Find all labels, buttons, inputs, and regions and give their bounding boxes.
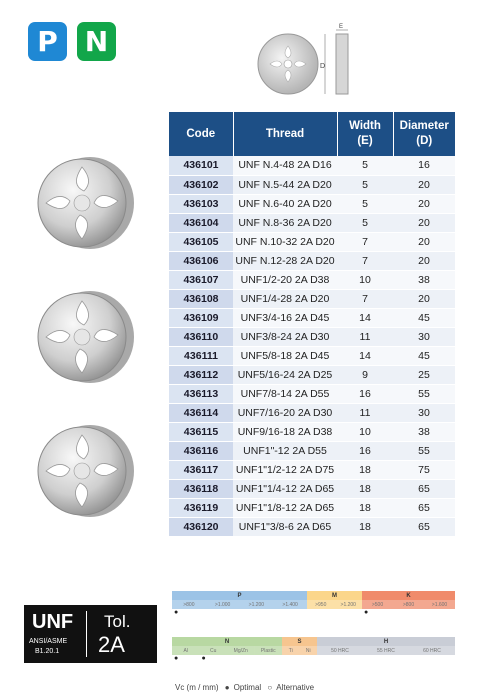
cell-code: 436115 [169,422,233,441]
table-row [169,327,455,346]
cell-thread: UNF1"-12 2A D55 [233,441,337,460]
die-image-3 [34,421,134,521]
material-subgroup: Ti [282,646,300,655]
cell-width: 7 [337,251,393,270]
unf-divider [86,611,87,657]
cell-width: 5 [337,194,393,213]
header-thread: Thread [233,112,337,156]
cell-width: 10 [337,422,393,441]
material-group-s: S [282,637,317,646]
material-subgroup: Al [172,646,200,655]
cell-code: 436102 [169,175,233,194]
table-row [169,403,455,422]
cell-thread: UNF1"3/8-6 2A D65 [233,517,337,536]
cell-thread: UNF N.6-40 2A D20 [233,194,337,213]
cell-thread: UNF N.8-36 2A D20 [233,213,337,232]
tolerance-value: 2A [98,632,125,657]
cell-width: 7 [337,289,393,308]
cell-diameter: 20 [393,175,455,194]
cell-thread: UNF1/4-28 2A D20 [233,289,337,308]
material-subgroup: >800 [172,600,206,609]
cell-thread: UNF1/2-20 2A D38 [233,270,337,289]
cell-code: 436103 [169,194,233,213]
cell-code: 436120 [169,517,233,536]
die-technical-drawing [250,22,360,102]
material-subgroup: >500 [362,600,393,609]
cell-code: 436106 [169,251,233,270]
cell-diameter: 45 [393,346,455,365]
table-row [169,232,455,251]
table-row [169,194,455,213]
material-subgroup: Plastic [255,646,283,655]
cell-diameter: 55 [393,441,455,460]
table-header-row [169,112,455,156]
die-image-2 [34,287,134,387]
cell-code: 436104 [169,213,233,232]
cell-thread: UNF N.4-48 2A D16 [233,156,337,175]
cell-diameter: 20 [393,194,455,213]
unf-standard-line1: ANSI/ASME [29,638,68,645]
legend-optimal-symbol: ● [224,683,230,692]
material-group-n: N [172,637,282,646]
material-suitability-dot [257,655,283,663]
material-group-p: P [172,591,307,600]
material-strip-nsh [172,637,455,665]
material-suitability-dot [284,655,300,663]
cell-code: 436101 [169,156,233,175]
cell-code: 436118 [169,479,233,498]
thread-die-table [169,112,455,537]
cell-thread: UNF7/16-20 2A D30 [233,403,337,422]
material-group-k: K [362,591,455,600]
cell-thread: UNF5/16-24 2A D25 [233,365,337,384]
cell-diameter: 16 [393,156,455,175]
material-subgroup: Mg/Zn [227,646,255,655]
material-suitability-dot: ● [364,609,369,616]
material-suitability-dot [242,609,274,617]
cell-thread: UNF N.5-44 2A D20 [233,175,337,194]
drawing-die-side [336,34,348,94]
cell-thread: UNF7/8-14 2A D55 [233,384,337,403]
table-row [169,251,455,270]
cell-thread: UNF1"1/2-12 2A D75 [233,460,337,479]
cell-diameter: 20 [393,251,455,270]
cell-diameter: 20 [393,213,455,232]
drawing-label-d: D [320,63,326,70]
cell-thread: UNF3/4-16 2A D45 [233,308,337,327]
cell-width: 16 [337,384,393,403]
material-suitability-dot [208,609,240,617]
material-subgroup: >1.200 [335,600,363,609]
table-row [169,422,455,441]
material-subgroup: Cu [200,646,228,655]
cell-diameter: 20 [393,289,455,308]
cell-width: 18 [337,479,393,498]
cell-diameter: 65 [393,517,455,536]
header-width: Width (E) [337,112,393,156]
material-suitability-dot: ● [174,609,179,616]
die-image-1 [34,153,134,253]
cell-code: 436105 [169,232,233,251]
cell-width: 11 [337,327,393,346]
cell-width: 11 [337,403,393,422]
cell-code: 436119 [169,498,233,517]
cell-code: 436107 [169,270,233,289]
table-row [169,441,455,460]
cell-code: 436108 [169,289,233,308]
table-row [169,365,455,384]
cell-diameter: 38 [393,270,455,289]
material-subgroup: >800 [393,600,424,609]
material-strip-pmk [172,591,455,619]
cell-width: 18 [337,517,393,536]
cell-diameter: 75 [393,460,455,479]
table-row [169,517,455,536]
cell-diameter: 55 [393,384,455,403]
cell-width: 18 [337,498,393,517]
legend-alternative: Alternative [276,683,315,692]
cell-thread: UNF9/16-18 2A D38 [233,422,337,441]
material-subgroup: 60 HRC [409,646,455,655]
material-subgroup: 55 HRC [363,646,409,655]
material-suitability-dot [302,655,318,663]
material-subgroup: 50 HRC [317,646,363,655]
material-suitability-dot [426,609,455,617]
material-suitability-dot [309,609,335,617]
legend-optimal: Optimal [233,683,262,692]
cell-diameter: 30 [393,403,455,422]
cell-width: 5 [337,175,393,194]
tolerance-label: Tol. [104,612,131,631]
unf-tolerance-block [24,605,157,663]
cell-code: 436113 [169,384,233,403]
cell-code: 436117 [169,460,233,479]
table-row [169,479,455,498]
cell-thread: UNF3/8-24 2A D30 [233,327,337,346]
material-suitability-dot [411,655,455,663]
material-subgroup: >1.400 [273,600,307,609]
cell-diameter: 65 [393,479,455,498]
material-suitability-dot [337,609,363,617]
cell-diameter: 45 [393,308,455,327]
cell-code: 436112 [169,365,233,384]
material-subgroup: Ni [300,646,318,655]
cell-thread: UNF1"1/8-12 2A D65 [233,498,337,517]
cell-code: 436109 [169,308,233,327]
cell-width: 14 [337,308,393,327]
cell-width: 14 [337,346,393,365]
cell-code: 436110 [169,327,233,346]
table-row [169,308,455,327]
material-suitability-dot [275,609,307,617]
cell-diameter: 25 [393,365,455,384]
cell-thread: UNF5/8-18 2A D45 [233,346,337,365]
table-row [169,175,455,194]
cell-width: 16 [337,441,393,460]
cell-diameter: 30 [393,327,455,346]
legend-alternative-symbol: ○ [267,683,273,692]
material-suitability-dot: ● [201,655,206,662]
material-suitability-dot: ● [174,655,179,662]
material-badge-n: N [77,22,116,61]
material-subgroup: >1.200 [240,600,274,609]
cell-width: 7 [337,232,393,251]
cell-width: 9 [337,365,393,384]
header-code: Code [169,112,233,156]
table-row [169,498,455,517]
cell-code: 436111 [169,346,233,365]
table-row [169,156,455,175]
material-subgroup: >1.000 [206,600,240,609]
cell-thread: UNF N.10-32 2A D20 [233,232,337,251]
cell-width: 10 [337,270,393,289]
cell-diameter: 20 [393,232,455,251]
legend [175,683,318,692]
material-suitability-dot [365,655,409,663]
material-subgroup: >1.600 [424,600,455,609]
table-row [169,346,455,365]
material-suitability-dot [395,609,424,617]
material-suitability-dot [319,655,363,663]
header-diameter: Diameter (D) [393,112,455,156]
material-suitability-dot [229,655,255,663]
table-row [169,213,455,232]
material-subgroup: >950 [307,600,335,609]
material-group-m: M [307,591,362,600]
cell-width: 5 [337,156,393,175]
table-row [169,384,455,403]
cell-thread: UNF N.12-28 2A D20 [233,251,337,270]
cell-width: 5 [337,213,393,232]
cell-code: 436114 [169,403,233,422]
legend-vc: Vc (m / mm) [175,683,219,692]
unf-standard-line2: B1.20.1 [35,648,60,655]
material-badge-p: P [28,22,67,61]
drawing-label-e: E [339,24,344,30]
table-row [169,270,455,289]
cell-thread: UNF1"1/4-12 2A D65 [233,479,337,498]
table-row [169,460,455,479]
cell-diameter: 65 [393,498,455,517]
unf-title: UNF [32,611,74,633]
cell-width: 18 [337,460,393,479]
material-group-h: H [317,637,455,646]
cell-diameter: 38 [393,422,455,441]
table-row [169,289,455,308]
cell-code: 436116 [169,441,233,460]
